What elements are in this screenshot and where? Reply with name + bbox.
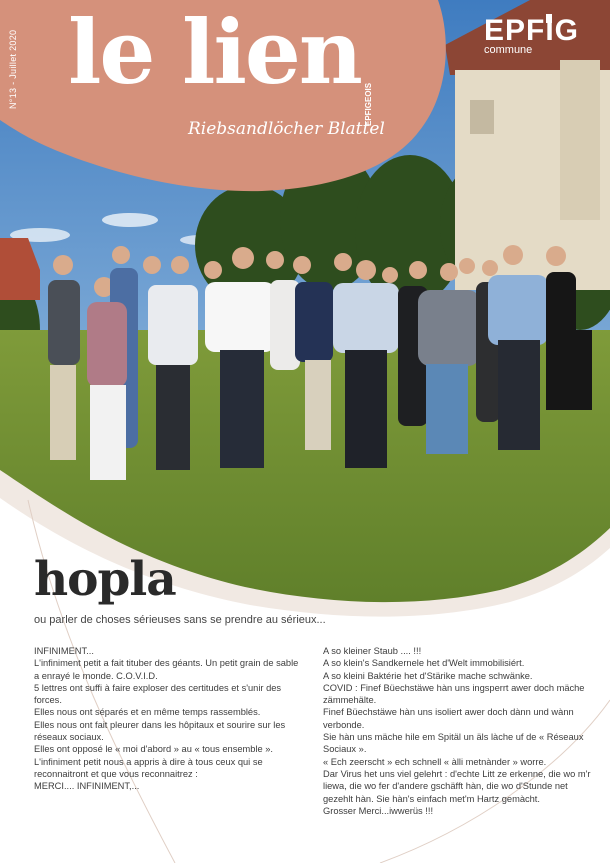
paragraph: Elles nous ont fait pleurer dans les hôpitaux et sourire sur les réseaux sociaux. — [34, 719, 286, 743]
title-subtitle: EPFIGEOIS — [364, 82, 373, 126]
section-subheading: ou parler de choses sérieuses sans se prendre au sérieux... — [34, 614, 326, 626]
paragraph: A so kleini Baktérie het d'Stärike mache schwänke. — [323, 670, 533, 681]
article-column-alsatian — [323, 645, 591, 817]
paragraph: 5 lettres ont suffi à faire exploser des certitudes et s'unir des forces. — [34, 682, 282, 706]
epfig-logo — [484, 16, 579, 56]
logo-sub: commune — [484, 44, 533, 56]
paragraph: Elles ont opposé le « moi d'abord » au « tous ensemble ». — [34, 744, 273, 755]
article-column-french — [34, 645, 306, 793]
paragraph: Finef Büechstäwe hàn uns isoliert awer doch dànn und wànn verbonde. — [323, 707, 574, 730]
paragraph: Sie hàn uns mäche hile em Spitäl un äls làche uf de « Réseaux Sociaux ». — [323, 732, 584, 755]
tagline: Riebsandlöcher Blattel — [188, 119, 385, 139]
magazine-title: le lien — [68, 0, 361, 104]
paragraph: « Ech zeerscht » ech schnell « àlli metnànder » worre. — [323, 756, 547, 767]
paragraph: COVID : Finef Büechstäwe hàn uns ingsperrt awer doch mäche zämmehälte. — [323, 682, 585, 706]
issue-number: N°13 - Juillet 2020 — [8, 30, 18, 110]
paragraph: INFINIMENT... — [34, 646, 94, 656]
paragraph: A so kleiner Staub .... !!! — [323, 646, 422, 656]
paragraph: L'infiniment petit a fait tituber des géants. Un petit grain de sable a enrayé le monde. C.O.V.I.D. — [34, 658, 299, 681]
paragraph: A so klein's Sandkernele het d'Welt immobilisiért. — [323, 658, 525, 669]
paragraph: Elles nous ont séparés et en même temps rassemblés. — [34, 707, 261, 718]
paragraph: Grosser Merci...iwwerüs !!! — [323, 805, 434, 816]
logo-name: EPFIG — [484, 14, 580, 47]
section-heading: hopla — [34, 552, 176, 607]
paragraph: Dar Virus het uns viel gelehrt : d'echte Litt ze erkenne, die wo m'r liewa, die wo fer d'andere gschäfft hàn, die wo d'Stunde net gezehlt hàn. Sie hàn's einfach met'm Hartz gemàcht. — [323, 768, 591, 804]
paragraph: MERCI.... INFINIMENT,... — [34, 781, 140, 792]
paragraph: L'infiniment petit nous a appris à dire à tous ceux qui se reconnaitront et que vous reconnaitrez : — [34, 756, 263, 779]
